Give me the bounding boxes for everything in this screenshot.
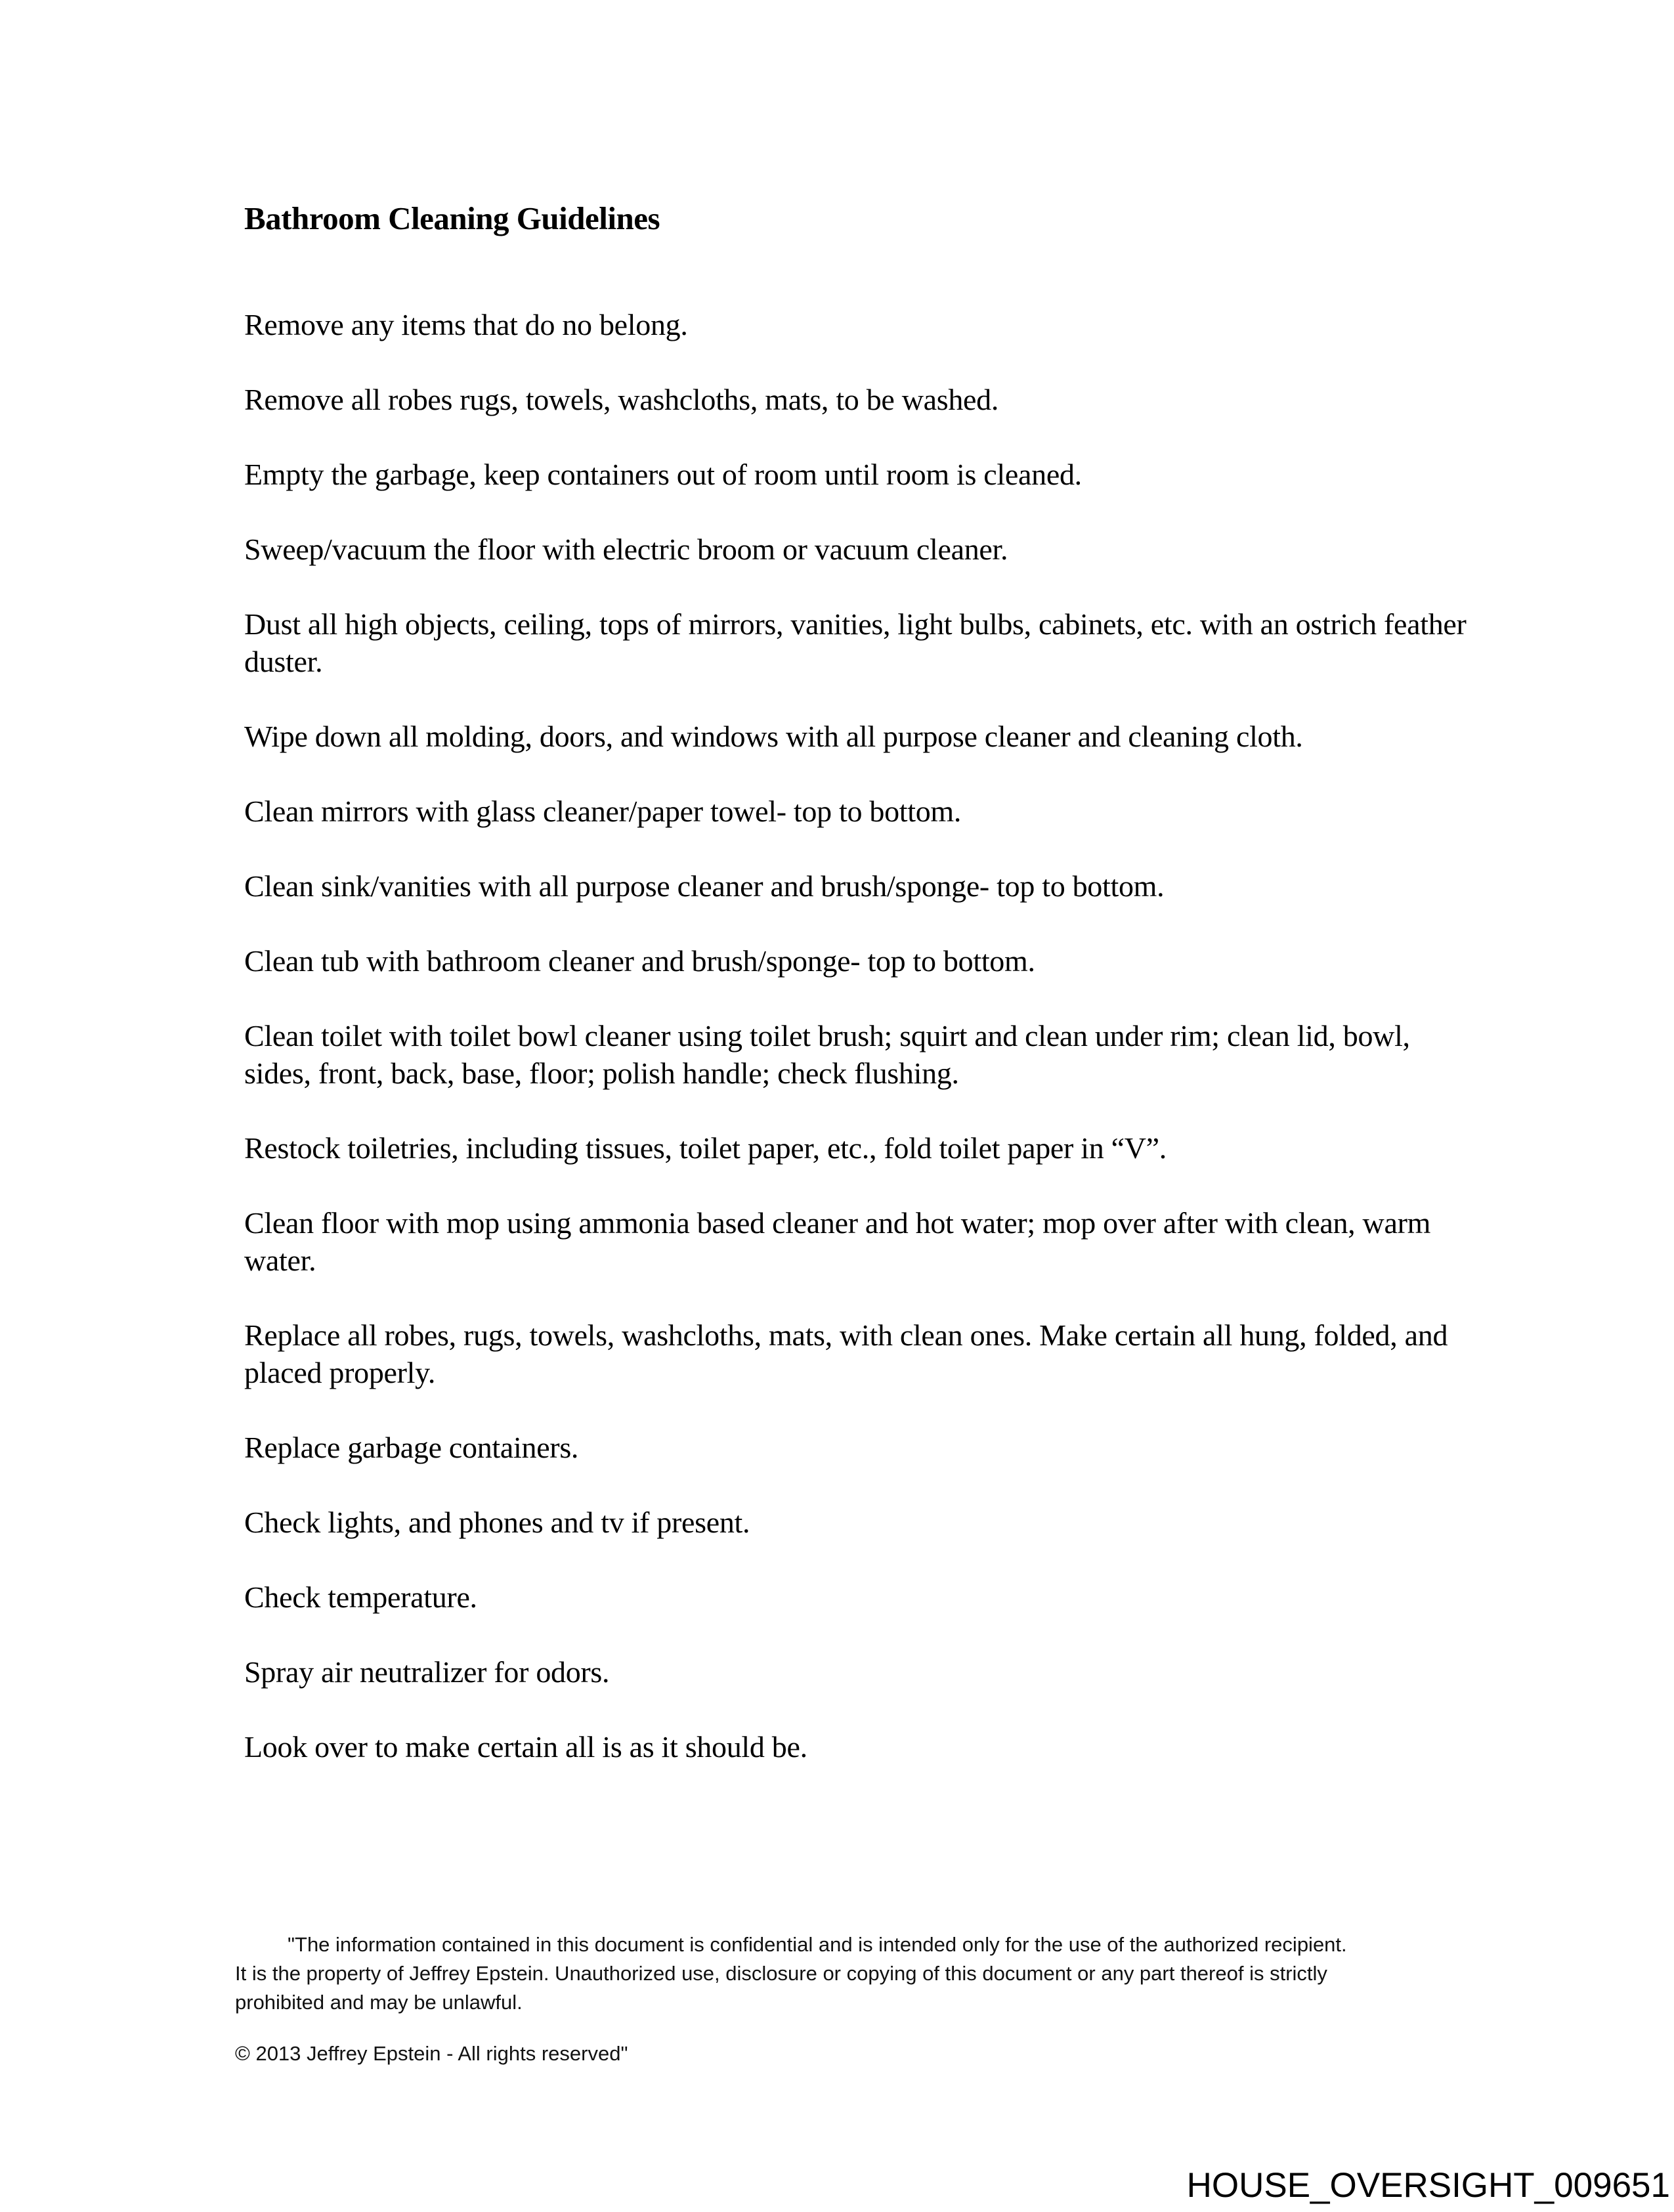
- guideline-item: Clean toilet with toilet bowl cleaner using toilet brush; squirt and clean under rim; clean lid, bowl, sides, front, back, base, floor; polish handle; check flushing.: [244, 1019, 1410, 1090]
- confidentiality-footer: [235, 1930, 1463, 2068]
- guideline-item: Clean floor with mop using ammonia based cleaner and hot water; mop over after with clean, warm water.: [244, 1206, 1431, 1277]
- guideline-item: Remove all robes rugs, towels, washcloths, mats, to be washed.: [244, 383, 999, 416]
- guideline-item: Sweep/vacuum the floor with electric broom or vacuum cleaner.: [244, 532, 1008, 566]
- page-title: Bathroom Cleaning Guidelines: [244, 200, 660, 236]
- guideline-item: Check temperature.: [244, 1580, 477, 1614]
- guideline-item: Look over to make certain all is as it should be.: [244, 1730, 807, 1764]
- copyright-notice: © 2013 Jeffrey Epstein - All rights reserved": [235, 2042, 628, 2065]
- guideline-item: Check lights, and phones and tv if present.: [244, 1506, 750, 1539]
- guideline-item: Replace all robes, rugs, towels, washcloths, mats, with clean ones. Make certain all hung, folded, and placed properly.: [244, 1318, 1448, 1389]
- guideline-item: Clean mirrors with glass cleaner/paper towel- top to bottom.: [244, 794, 962, 828]
- guideline-item: Remove any items that do no belong.: [244, 308, 688, 341]
- guideline-item: Wipe down all molding, doors, and windows with all purpose cleaner and cleaning cloth.: [244, 720, 1303, 753]
- disclaimer-line: It is the property of Jeffrey Epstein. Unauthorized use, disclosure or copying of this document or any part thereof is strictly: [235, 1962, 1327, 1985]
- bates-number-stamp: HOUSE_OVERSIGHT_009651: [1186, 2166, 1670, 2205]
- guideline-item: Dust all high objects, ceiling, tops of mirrors, vanities, light bulbs, cabinets, etc. with an ostrich feather duster.: [244, 607, 1467, 678]
- document-body: [244, 199, 1472, 1803]
- guideline-item: Clean tub with bathroom cleaner and brush/sponge- top to bottom.: [244, 944, 1035, 978]
- disclaimer-line: prohibited and may be unlawful.: [235, 1991, 523, 2014]
- guideline-item: Restock toiletries, including tissues, toilet paper, etc., fold toilet paper in “V”.: [244, 1131, 1167, 1165]
- guideline-item: Empty the garbage, keep containers out of room until room is cleaned.: [244, 458, 1082, 491]
- guideline-item: Spray air neutralizer for odors.: [244, 1655, 610, 1689]
- guideline-item: Replace garbage containers.: [244, 1431, 579, 1464]
- disclaimer-line: "The information contained in this document is confidential and is intended only for the use of the authorized recipient.: [288, 1933, 1347, 1956]
- guideline-item: Clean sink/vanities with all purpose cleaner and brush/sponge- top to bottom.: [244, 869, 1165, 903]
